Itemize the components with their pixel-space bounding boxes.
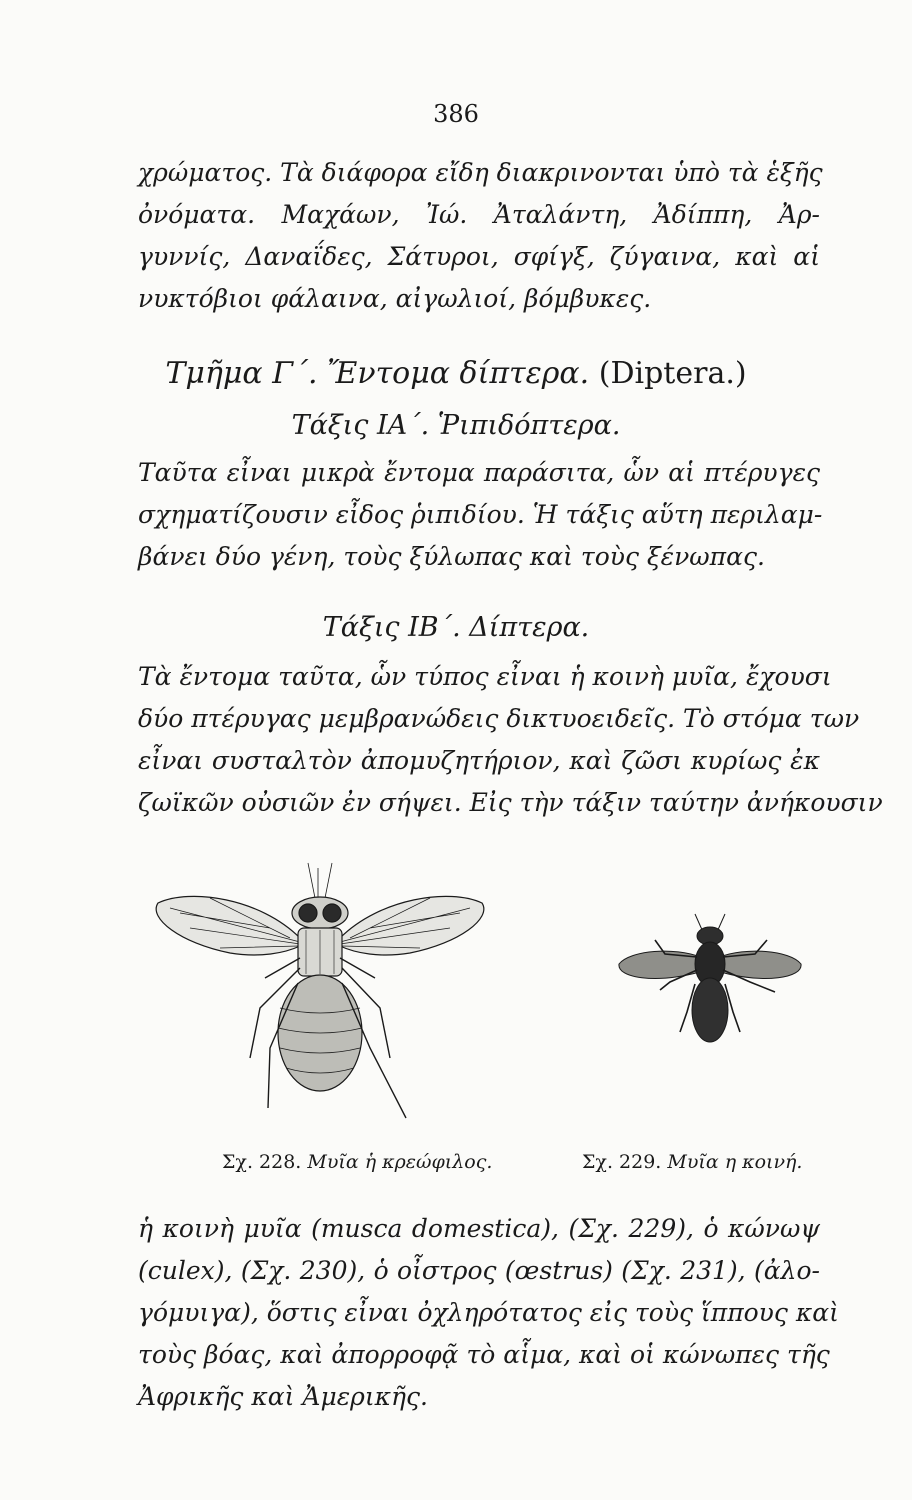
figure-caption: Μυῖα η κοινή. xyxy=(667,1151,803,1173)
text-line: γυννίς, Δαναΐδες, Σάτυροι, σφίγξ, ζύγαινα, καὶ αἱ xyxy=(138,242,820,271)
section-heading xyxy=(0,356,912,391)
text-line: γόμυιγα), ὅστις εἶναι ὀχληρότατος εἰς τοὺς ἵππους καὶ xyxy=(138,1298,839,1327)
caption-figure-228 xyxy=(222,1151,492,1173)
text-line: ὀνόματα. Μαχάων, Ἰώ. Ἀταλάντη, Ἀδίππη, Ἀρ- xyxy=(138,200,820,229)
order-heading-rhipidoptera: Τάξις ΙΑ΄. Ῥιπιδόπτερα. xyxy=(291,410,621,441)
housefly-engraving-icon xyxy=(615,912,805,1052)
text-line: ζωϊκῶν οὐσιῶν ἐν σήψει. Εἰς τὴν τάξιν ταύτην ἀνήκουσιν xyxy=(138,788,883,817)
blowfly-engraving-icon xyxy=(150,858,490,1128)
text-line: εἶναι συσταλτὸν ἀπομυζητήριον, καὶ ζῶσι κυρίως ἐκ xyxy=(138,746,820,775)
text-line: τοὺς βόας, καὶ ἀπορροφᾷ τὸ αἷμα, καὶ οἱ κώνωπες τῆς xyxy=(138,1340,830,1369)
figure-label: Σχ. 229. xyxy=(582,1151,662,1173)
text-line: (culex), (Σχ. 230), ὁ οἶστρος (œstrus) (Σχ. 231), (ἀλο- xyxy=(138,1256,820,1285)
text-line: Ἀφρικῆς καὶ Ἀμερικῆς. xyxy=(138,1382,428,1411)
paragraph-diptera xyxy=(138,656,883,824)
text-line: βάνει δύο γένη, τοὺς ξύλωπας καὶ τοὺς ξένωπας. xyxy=(138,542,765,571)
page-number: 386 xyxy=(433,100,479,128)
caption-figure-229 xyxy=(582,1151,802,1173)
paragraph-rhipidoptera xyxy=(138,452,823,578)
paragraph-diptera-examples xyxy=(138,1208,839,1418)
text-line: ἡ κοινὴ μυῖα (musca domestica), (Σχ. 229), ὁ κώνωψ xyxy=(138,1214,820,1243)
paragraph-lepidoptera-names xyxy=(138,152,823,320)
text-line: Τὰ ἔντομα ταῦτα, ὧν τύπος εἶναι ἡ κοινὴ μυῖα, ἔχουσι xyxy=(138,662,832,691)
text-line: δύο πτέρυγας μεμβρανώδεις δικτυοειδεῖς. Τὸ στόμα των xyxy=(138,704,860,733)
text-line: νυκτόβιοι φάλαινα, αἰγωλιοί, βόμβυκες. xyxy=(138,284,652,313)
section-heading-latin: (Diptera.) xyxy=(598,356,747,391)
figure-caption: Μυῖα ἡ κρεώφιλος. xyxy=(307,1151,493,1173)
text-line: σχηματίζουσιν εἶδος ῥιπιδίου. Ἡ τάξις αὕτη περιλαμ- xyxy=(138,500,823,529)
text-line: χρώματος. Τὰ διάφορα εἴδη διακρινονται ὑπὸ τὰ ἑξῆς xyxy=(138,158,823,187)
order-heading-diptera: Τάξις ΙΒ΄. Δίπτερα. xyxy=(322,612,590,643)
section-heading-greek: Τμῆμα Γ΄. Ἔντομα δίπτερα. xyxy=(165,356,590,391)
text-line: Ταῦτα εἶναι μικρὰ ἔντομα παράσιτα, ὧν αἱ πτέρυγες xyxy=(138,458,820,487)
figure-label: Σχ. 228. xyxy=(222,1151,302,1173)
